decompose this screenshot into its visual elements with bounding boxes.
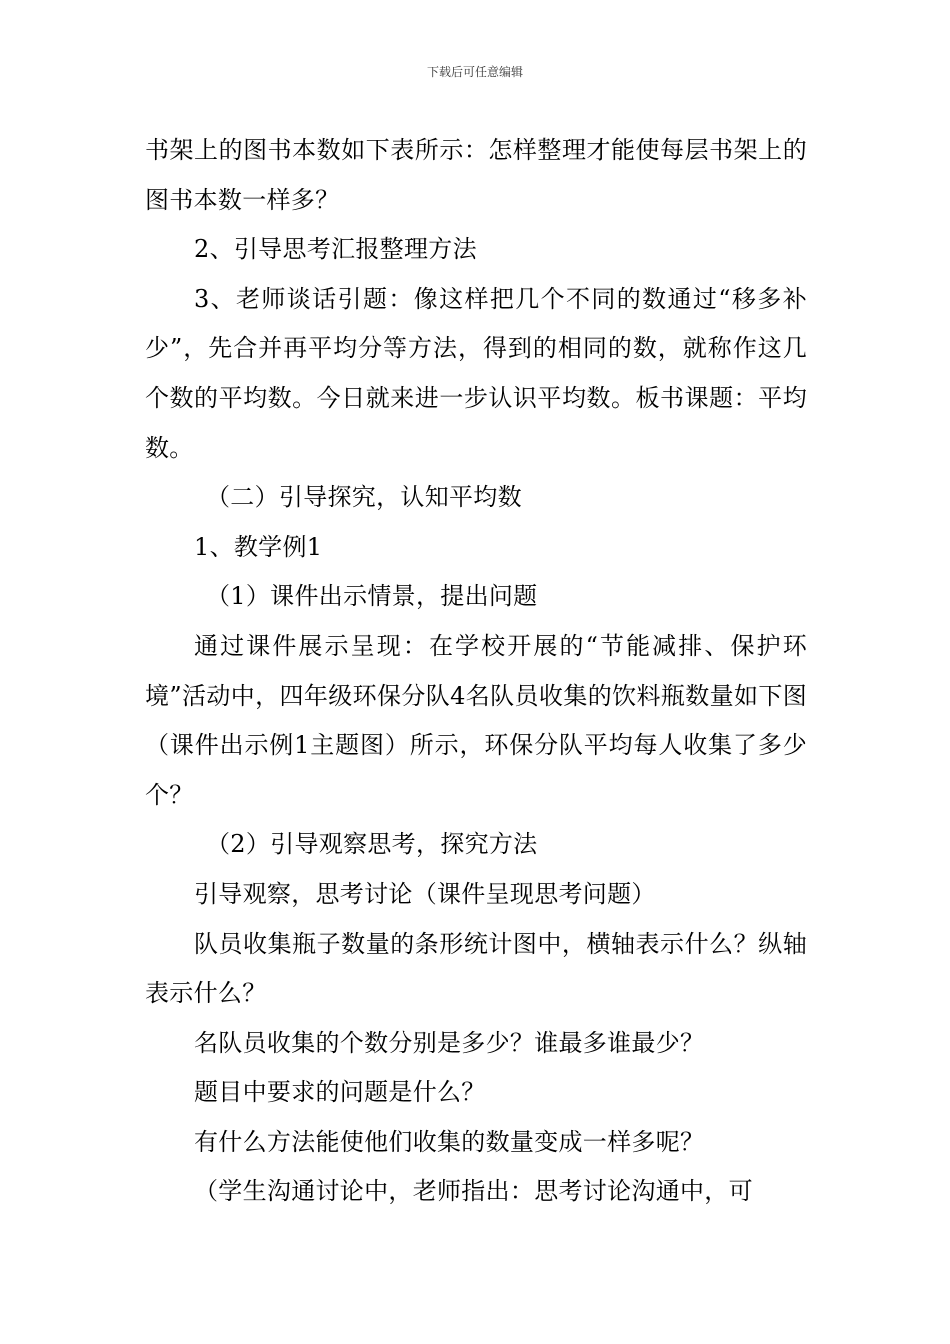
paragraph-question-counts: 名队员收集的个数分别是多少？谁最多谁最少？ [194, 1028, 705, 1057]
paragraph-example-1: 1、教学例1 [194, 532, 323, 561]
paragraph-question-method: 有什么方法能使他们收集的数量变成一样多呢？ [194, 1127, 705, 1156]
section-heading-explore: （二）引导探究，认知平均数 [206, 483, 522, 512]
paragraph-courseware: 通过课件展示呈现：在学校开展的“节能减排、保护环境”活动中，四年级环保分队4名队员收集的饮料瓶数量如下图（课件出示例1主题图）所示，环保分队平均每人收集了多少个？ [145, 631, 807, 809]
paragraph-question-problem: 题目中要求的问题是什么？ [194, 1078, 486, 1107]
page-header: 下载后可任意编辑 [426, 65, 523, 79]
paragraph-guide-observe: 引导观察，思考讨论（课件呈现思考问题） [194, 879, 656, 908]
paragraph-sub-1: （1）课件出示情景，提出问题 [206, 582, 538, 611]
paragraph-step-2: 2、引导思考汇报整理方法 [194, 235, 477, 264]
document-body [145, 126, 807, 1217]
paragraph-bookshelf-question: 书架上的图书本数如下表所示：怎样整理才能使每层书架上的图书本数一样多？ [145, 136, 807, 214]
paragraph-student-discussion: （学生沟通讨论中，老师指出：思考讨论沟通中，可 [194, 1177, 753, 1206]
paragraph-question-axes: 队员收集瓶子数量的条形统计图中，横轴表示什么？纵轴表示什么？ [145, 929, 807, 1008]
paragraph-sub-2: （2）引导观察思考，探究方法 [206, 830, 538, 859]
paragraph-step-3: 3、老师谈话引题：像这样把几个不同的数通过“移多补少”，先合并再平均分等方法，得到的相同的数，就称作这几个数的平均数。今日就来进一步认识平均数。板书课题：平均数。 [145, 284, 807, 462]
